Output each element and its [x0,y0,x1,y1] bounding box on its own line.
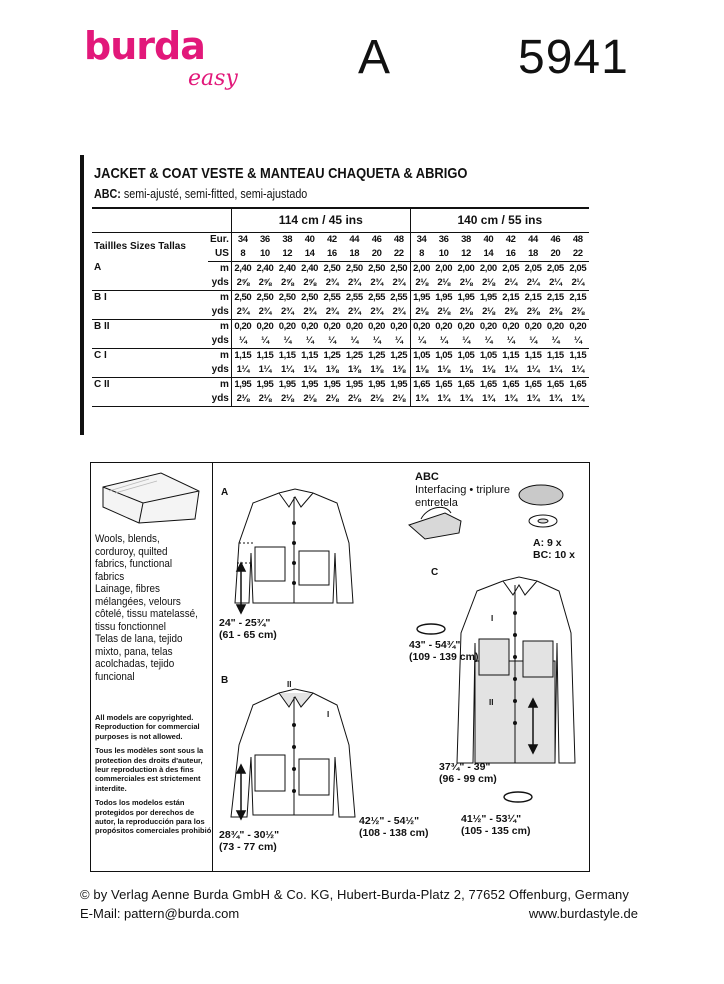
view-letter-code: A [358,31,391,84]
yardage-meters: 2,00 [479,262,497,274]
yardage-meters: 1,25 [368,349,386,361]
yardage-yards: 2⅜ [522,305,544,320]
yardage-meters: 1,95 [256,378,274,390]
size-us: 22 [388,247,410,262]
unit-label: yds [208,363,231,378]
unit-label: m [208,348,231,363]
yardage-yards: ¼ [298,334,320,349]
interfacing-info [415,471,510,510]
yardage-yards: ¼ [365,334,387,349]
fabric-bolt-icon [99,469,203,525]
view-b-part2-label: I [327,710,330,719]
size-eur: 48 [388,232,410,247]
yardage-yards: 2¾ [365,276,387,291]
size-us: 8 [231,247,253,262]
yardage-meters: 2,15 [569,291,587,303]
size-us: 20 [544,247,566,262]
fabric-column [91,463,213,871]
yardage-yards: 1¾ [544,392,566,407]
size-eur: 48 [572,233,583,245]
size-us: 8 [410,247,432,262]
c-length-in: 37¾" - 39" [439,761,491,773]
yardage-yards: ¼ [388,334,410,349]
yardage-yards: ¼ [432,334,454,349]
yardage-meters: 2,40 [234,262,252,274]
size-eur: 44 [528,233,538,245]
yardage-row [92,319,589,334]
yardage-yards: 2¼ [567,276,589,291]
yardage-meters: 1,95 [301,378,319,390]
size-label: Taillles Sizes Tallas [94,240,186,252]
size-eur: 34 [416,233,427,245]
yardage-meters: 1,65 [524,378,542,390]
illustration-box [90,462,590,872]
eur-label: Eur. [208,232,231,247]
yardage-meters: 2,15 [546,291,564,303]
size-us: 16 [321,247,343,262]
jacket-a-drawing [235,489,353,603]
yardage-yards: 1⅜ [321,363,343,378]
yardage-meters: 1,15 [524,349,542,361]
yardage-yards: 1⅜ [343,363,365,378]
size-us: 18 [522,247,544,262]
yardage-yards: 1¾ [500,392,522,407]
yardage-yards: 2⅛ [477,305,499,320]
unit-label: yds [208,334,231,349]
yardage-meters: 2,50 [323,262,341,274]
yardage-meters: 1,95 [345,378,363,390]
yardage-yards: 2⅛ [343,392,365,407]
yardage-meters: 2,50 [234,291,252,303]
size-us: 12 [455,247,477,262]
yardage-meters: 0,20 [234,320,252,332]
yardage-yards: 2⅛ [365,392,387,407]
size-eur: 38 [282,233,293,245]
c-width-measure [461,813,530,837]
unit-label: m [208,261,231,276]
yardage-meters: 2,40 [256,262,274,274]
yardage-meters: 2,50 [388,261,410,276]
unit-label: m [208,377,231,392]
yardage-meters: 2,00 [457,262,475,274]
unit-label: yds [208,392,231,407]
yardage-yards: ¼ [544,334,566,349]
yardage-meters: 1,95 [368,378,386,390]
yardage-meters: 2,50 [278,291,296,303]
yardage-meters: 1,95 [388,377,410,392]
b-length-cm: (73 - 77 cm) [219,841,277,853]
yardage-yards: 2⅛ [231,392,253,407]
yardage-yards: 1¼ [254,363,276,378]
yardage-meters: 1,05 [413,349,430,361]
c-length-measure [439,761,497,785]
yardage-yards: 1¾ [522,392,544,407]
yardage-yards: 2⅜ [500,305,522,320]
yardage-yards: ¼ [522,334,544,349]
pattern-number: 5941 [518,31,629,84]
yardage-meters: 1,25 [388,348,410,363]
row-label: B II [92,319,208,348]
yardage-yards: 1⅛ [455,363,477,378]
yardage-yards: 2¼ [544,276,566,291]
yardage-yards: 2¾ [231,305,253,320]
yardage-yards: 2¼ [522,276,544,291]
yardage-yards: 2¾ [321,276,343,291]
yardage-yards: 2⅝ [276,276,298,291]
view-a-label: A [221,487,229,498]
yardage-yards: 2⅛ [455,305,477,320]
yardage-yards: 1¾ [477,392,499,407]
yardage-yards: ¼ [231,334,253,349]
yardage-meters: 0,20 [388,319,410,334]
yardage-row [92,261,589,276]
size-us: 12 [276,247,298,262]
yardage-meters: 1,05 [479,349,497,361]
yardage-yards: 1⅛ [477,363,499,378]
yardage-meters: 0,20 [256,320,274,332]
yardage-yards: 2⅛ [276,392,298,407]
yardage-meters: 2,05 [524,262,542,274]
yardage-meters: 1,95 [457,291,475,303]
size-eur: 46 [371,233,382,245]
yardage-meters: 1,25 [323,349,341,361]
publisher-info: © by Verlag Aenne Burda GmbH & Co. KG, Hubert-Burda-Platz 2, 77652 Offenburg, Germany [80,887,629,902]
yardage-yards: 2¾ [388,305,410,320]
size-eur: 40 [304,233,315,245]
a-length-in: 24" - 25¾" [219,617,271,629]
yardage-meters: 2,55 [368,291,386,303]
yardage-yards: 1¼ [544,363,566,378]
yardage-meters: 1,05 [435,349,453,361]
yardage-meters: 2,05 [569,262,587,274]
interfacing-views: ABC [415,471,439,483]
notice-es: Todos los modelos están protegidos por derechos de autor, la reproducción para los propósitos comerciales prohibió [95,798,212,836]
yardage-meters: 1,95 [435,291,453,303]
size-eur: 40 [483,233,494,245]
yardage-meters: 1,65 [413,378,430,390]
yardage-meters: 1,15 [569,349,587,361]
yardage-meters: 0,20 [413,320,430,332]
burda-easy-logo [84,24,244,104]
us-label: US [208,247,231,262]
c-length-cm: (96 - 99 cm) [439,773,497,785]
row-label: C II [92,377,208,406]
section-bar [80,155,84,435]
yardage-yards: 2⅛ [254,392,276,407]
yardage-meters: 1,15 [256,349,274,361]
yardage-yards: 2¾ [365,305,387,320]
b-length-in: 28¾" - 30½" [219,829,280,841]
garment-illustrations [213,463,589,871]
logo-easy: easy [188,66,238,91]
yardage-meters: 0,20 [502,320,520,332]
yardage-yards: ¼ [500,334,522,349]
yardage-row [92,348,589,363]
yardage-meters: 0,20 [569,320,587,332]
yardage-meters: 2,15 [502,291,520,303]
yardage-yards: 2⅝ [298,276,320,291]
size-us: 20 [365,247,387,262]
fit-description [94,187,307,201]
yardage-meters: 2,05 [502,262,520,274]
yardage-meters: 1,05 [457,349,475,361]
yardage-yards: 1¾ [410,392,432,407]
a-width-in: 43" - 54¾" [409,639,461,651]
yardage-yards: 2⅛ [388,392,410,407]
yardage-yards: 2¾ [321,305,343,320]
size-us: 22 [567,247,589,262]
a-width-cm: (109 - 139 cm) [409,651,479,663]
size-eur: 42 [327,233,337,245]
yardage-meters: 2,50 [368,262,386,274]
yardage-meters: 2,55 [323,291,341,303]
yardage-meters: 1,25 [345,349,363,361]
yardage-yards: 2⅛ [298,392,320,407]
yardage-table [92,207,589,407]
size-us: 16 [500,247,522,262]
yardage-meters: 0,20 [435,320,453,332]
yardage-meters: 0,20 [323,320,341,332]
size-us: 14 [477,247,499,262]
yardage-meters: 1,65 [502,378,520,390]
size-eur: 44 [349,233,360,245]
width-row-spacer [92,208,208,232]
yardage-yards: ¼ [477,334,499,349]
row-label: A [92,261,208,290]
yardage-yards: 2⅛ [321,392,343,407]
view-b-label: B [221,675,229,686]
fabric-width-140: 140 cm / 55 ins [410,208,589,232]
view-c-part1-label: I [491,614,494,623]
yardage-meters: 2,50 [301,291,319,303]
yardage-meters: 1,95 [278,378,296,390]
yardage-yards: 2¾ [298,305,320,320]
size-us: 10 [254,247,276,262]
yardage-meters: 0,20 [368,320,386,332]
yardage-meters: 1,15 [546,349,564,361]
yardage-meters: 2,50 [345,262,363,274]
yardage-yards: 2¾ [276,305,298,320]
website-link[interactable]: www.burdastyle.de [528,906,638,921]
size-us: 14 [298,247,320,262]
yardage-yards: 1¼ [298,363,320,378]
yardage-yards: 1⅜ [388,363,410,378]
yardage-yards: 1¼ [567,363,589,378]
yardage-yards: 2¼ [500,276,522,291]
c-width-cm: (105 - 135 cm) [461,825,531,837]
a-length-cm: (61 - 65 cm) [219,629,277,641]
iron-icon [409,507,461,539]
size-eur: 34 [237,233,248,245]
yardage-yards: ¼ [410,334,432,349]
yardage-meters: 1,65 [457,378,475,390]
yardage-meters: 2,05 [546,262,564,274]
yardage-row [92,377,589,392]
b-width-measure [359,815,428,839]
yardage-meters: 1,15 [502,349,520,361]
copyright-notices [95,713,213,841]
yardage-yards: 2¾ [343,276,365,291]
yardage-meters: 2,55 [388,290,410,305]
yardage-meters: 1,95 [234,378,252,390]
yardage-meters: 0,20 [546,320,564,332]
yardage-yards: 2⅝ [254,276,276,291]
unit-label: yds [208,276,231,291]
yardage-meters: 1,15 [278,349,296,361]
yardage-meters: 1,95 [479,291,497,303]
yardage-meters: 1,15 [301,349,319,361]
notice-fr: Tous les modèles sont sous la protection des droits d'auteur, leur reproduction à des fins commerciales est strictement interdite. [95,746,204,793]
interfacing-count-a: A: 9 x [533,537,562,549]
yardage-meters: 2,15 [524,291,542,303]
yardage-yards: 2⅜ [567,305,589,320]
yardage-meters: 0,20 [345,320,363,332]
yardage-meters: 1,65 [479,378,497,390]
jacket-b-drawing [231,689,355,817]
unit-label: yds [208,305,231,320]
b-width-cm: (108 - 138 cm) [359,827,429,839]
row-label: B I [92,290,208,319]
garment-drawings [213,463,589,870]
yardage-meters: 0,20 [479,320,497,332]
yardage-yards: 2⅛ [410,276,432,291]
yardage-meters: 2,00 [435,262,453,274]
yardage-yards: ¼ [276,334,298,349]
yardage-meters: 1,95 [413,291,430,303]
b-length-measure [219,829,279,853]
row-label: C I [92,348,208,377]
unit-label: m [208,319,231,334]
yardage-yards: 1⅜ [365,363,387,378]
yardage-meters: 2,50 [256,291,274,303]
fabric-en: Wools, blends, corduroy, quilted fabrics, functional fabrics [95,533,173,583]
size-us: 18 [343,247,365,262]
yardage-meters: 0,20 [301,320,319,332]
logo-burda: burda [84,24,205,68]
yardage-row [92,290,589,305]
width-row-unit-spacer [208,208,231,232]
yardage-yards: 2⅛ [477,276,499,291]
size-us: 10 [432,247,454,262]
fabric-width-114: 114 cm / 45 ins [231,208,410,232]
yardage-meters: 0,20 [457,320,475,332]
yardage-yards: 1⅛ [410,363,432,378]
yardage-yards: ¼ [321,334,343,349]
fit-views: ABC: [94,187,121,201]
interfacing-disc-icon [519,485,563,527]
yardage-yards: 2¾ [388,276,410,291]
size-eur: 38 [461,233,471,245]
yardage-yards: 2⅛ [410,305,432,320]
yardage-yards: 1¼ [231,363,253,378]
interfacing-count-bc: BC: 10 x [533,549,576,561]
fabric-width-row [92,208,589,232]
yardage-yards: 1¼ [522,363,544,378]
yardage-yards: 1¼ [276,363,298,378]
fabric-fr: Lainage, fibres mélangées, velours côtelé, tissu matelassé, tissu fonctionnel [95,583,198,633]
size-eur: 42 [505,233,516,245]
yardage-meters: 1,65 [546,378,564,390]
yardage-meters: 1,15 [234,349,252,361]
fabric-suggestions [95,533,199,683]
contact-email[interactable]: E-Mail: pattern@burda.com [80,906,240,921]
view-b-part1-label: II [287,680,292,689]
yardage-yards: 1⅛ [432,363,454,378]
unit-label: m [208,290,231,305]
size-eur: 36 [438,233,449,245]
yardage-yards: 2¾ [343,305,365,320]
b-width-in: 42½" - 54½" [359,815,420,827]
yardage-yards: 2¾ [254,305,276,320]
a-width-measure [409,639,478,663]
yardage-yards: ¼ [343,334,365,349]
interfacing-line1: Interfacing • triplure [415,484,510,496]
garment-title: JACKET & COAT VESTE & MANTEAU CHAQUETA & ABRIGO [94,165,468,182]
yardage-yards: 1¾ [432,392,454,407]
yardage-yards: ¼ [455,334,477,349]
yardage-meters: 1,65 [435,378,453,390]
yardage-yards: 1¾ [567,392,589,407]
yardage-meters: 0,20 [278,320,296,332]
interfacing-count [533,537,575,561]
yardage-meters: 2,55 [345,291,363,303]
yardage-meters: 1,65 [569,378,587,390]
yardage-meters: 2,40 [301,262,319,274]
yardage-meters: 2,40 [278,262,296,274]
yardage-yards: 2⅛ [432,276,454,291]
view-c-part2-label: II [489,698,494,707]
yardage-meters: 1,95 [323,378,341,390]
yardage-yards: 1¼ [500,363,522,378]
view-c-label: C [431,567,439,578]
yardage-yards: 2⅜ [544,305,566,320]
size-eur: 36 [260,233,270,245]
c-width-in: 41½" - 53¼" [461,813,522,825]
fit-text: semi-ajusté, semi-fitted, semi-ajustado [120,187,308,201]
yardage-yards: ¼ [567,334,589,349]
yardage-yards: 1¾ [455,392,477,407]
yardage-meters: 0,20 [524,320,542,332]
notice-en: All models are copyrighted. Reproduction for commercial purposes is not allowed. [95,713,200,741]
yardage-meters: 2,00 [413,262,430,274]
size-eur: 46 [550,233,561,245]
a-length-measure [219,617,277,641]
coat-c-drawing [457,577,575,763]
fabric-es: Telas de lana, tejido mixto, pana, telas acolchadas, tejido funcional [95,633,183,683]
interfacing-line2: entretela [415,497,458,509]
yardage-yards: 2⅛ [455,276,477,291]
yardage-yards: 2⅝ [231,276,253,291]
yardage-yards: ¼ [254,334,276,349]
size-eur-row [92,232,589,247]
yardage-yards: 2⅛ [432,305,454,320]
